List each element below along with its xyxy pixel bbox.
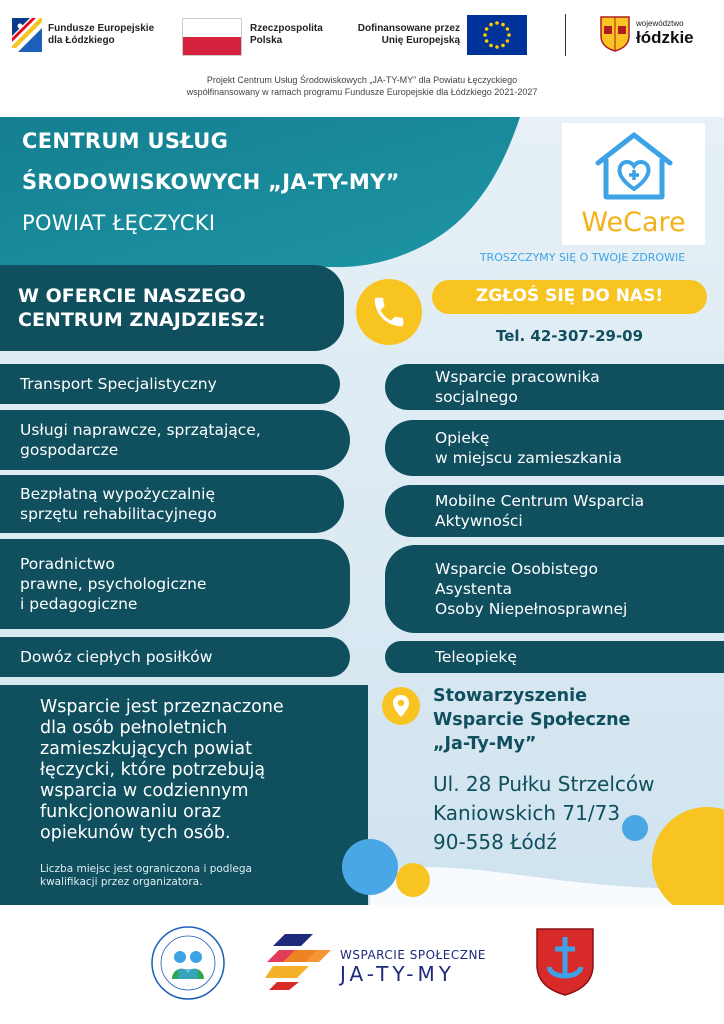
service-right-5-line1: Teleopiekę bbox=[435, 648, 517, 666]
service-right-2-line1: Opiekę bbox=[435, 429, 490, 447]
phone-icon bbox=[370, 293, 408, 331]
service-left-4-line2: prawne, psychologiczne bbox=[20, 575, 207, 593]
wecare-tagline: TROSZCZYMY SIĘ O TWOJE ZDROWIE bbox=[479, 251, 686, 264]
service-left-4-line3: i pedagogiczne bbox=[20, 595, 138, 613]
service-right-1-line2: socjalnego bbox=[435, 388, 518, 406]
info-line6: funkcjonowaniu oraz bbox=[40, 802, 221, 822]
service-right-4-line3: Osoby Niepełnosprawnej bbox=[435, 600, 628, 618]
title-line2: ŚRODOWISKOWYCH „JA-TY-MY” bbox=[22, 170, 400, 194]
wecare-logo-text: WeCare bbox=[581, 207, 686, 238]
service-right-4-line2: Asystenta bbox=[435, 580, 512, 598]
decor-circle-yellow-small bbox=[396, 863, 430, 897]
service-right-4 bbox=[385, 545, 724, 633]
service-left-5-line1: Dowóz ciepłych posiłków bbox=[20, 648, 213, 666]
centrum-pomocy-logo bbox=[150, 925, 226, 1001]
fe-label-line2: dla Łódzkiego bbox=[48, 35, 115, 46]
service-right-4-line1: Wsparcie Osobistego bbox=[435, 560, 598, 578]
service-left-2 bbox=[0, 410, 350, 470]
service-left-3-line1: Bezpłatną wypożyczalnię bbox=[20, 485, 215, 503]
info-line5: wsparcia w codziennym bbox=[40, 781, 249, 801]
org-line1: Stowarzyszenie bbox=[433, 686, 587, 706]
info-line1: Wsparcie jest przeznaczone bbox=[40, 697, 284, 717]
rp-label bbox=[250, 23, 323, 47]
lodzkie-coat-of-arms-icon bbox=[600, 16, 630, 52]
fundusze-europejskie-logo bbox=[12, 18, 42, 52]
info-note bbox=[40, 863, 360, 889]
service-right-2 bbox=[385, 420, 724, 476]
org-line3: „Ja-Ty-My” bbox=[433, 734, 537, 754]
service-left-3-line2: sprzętu rehabilitacyjnego bbox=[20, 505, 217, 523]
fe-label-line1: Fundusze Europejskie bbox=[48, 23, 155, 34]
polish-flag-icon bbox=[182, 18, 242, 56]
phone-number: Tel. 42-307-29-09 bbox=[495, 327, 644, 345]
eu-flag-icon bbox=[467, 15, 527, 55]
ja-ty-my-logo-mark bbox=[265, 932, 335, 992]
service-left-5 bbox=[0, 637, 350, 677]
info-line7: opiekunów tych osób. bbox=[40, 823, 231, 843]
offer-heading bbox=[0, 265, 344, 351]
service-left-2-line1: Usługi naprawcze, sprzątające, bbox=[20, 421, 261, 439]
service-left-1-line1: Transport Specjalistyczny bbox=[20, 375, 217, 393]
main-panel bbox=[0, 117, 724, 905]
info-note-line2: kwalifikacji przez organizatora. bbox=[40, 876, 203, 888]
service-right-3-line1: Mobilne Centrum Wsparcia bbox=[435, 492, 645, 510]
cta-text: ZGŁOŚ SIĘ DO NAS! bbox=[475, 286, 664, 306]
service-right-2-line2: w miejscu zamieszkania bbox=[435, 449, 622, 467]
location-pin-icon bbox=[391, 694, 411, 718]
eu-label-line2: Unię Europejską bbox=[381, 35, 460, 46]
fe-label bbox=[48, 23, 154, 47]
service-right-3-line2: Aktywności bbox=[435, 512, 523, 530]
title-line3: POWIAT ŁĘCZYCKI bbox=[22, 211, 216, 235]
rp-label-line1: Rzeczpospolita bbox=[250, 23, 323, 34]
service-right-1-line1: Wsparcie pracownika bbox=[435, 368, 600, 386]
service-left-4 bbox=[0, 539, 350, 629]
project-description bbox=[0, 74, 724, 98]
service-right-3 bbox=[385, 485, 724, 537]
organization-address bbox=[433, 770, 655, 857]
region-big-label: łódzkie bbox=[636, 28, 694, 47]
ja-ty-my-brand-top: WSPARCIE SPOŁECZNE bbox=[340, 948, 486, 962]
header-logos bbox=[0, 0, 724, 70]
title-line1: CENTRUM USŁUG bbox=[22, 129, 229, 153]
service-left-4-line1: Poradnictwo bbox=[20, 555, 115, 573]
ja-ty-my-brand-bottom: JA-TY-MY bbox=[340, 962, 455, 986]
info-line4: łęczycki, które potrzebują bbox=[40, 760, 266, 780]
address-street-line2: Kaniowskich 71/73 bbox=[433, 801, 621, 825]
rp-label-line2: Polska bbox=[250, 35, 283, 46]
info-note-line1: Liczba miejsc jest ograniczona i podlega bbox=[40, 863, 252, 875]
wecare-logo-card bbox=[562, 123, 705, 245]
org-line2: Wsparcie Społeczne bbox=[433, 710, 631, 730]
service-left-1 bbox=[0, 364, 340, 404]
service-left-3 bbox=[0, 475, 344, 533]
info-line2: dla osób pełnoletnich bbox=[40, 718, 228, 738]
leczyca-coat-of-arms-icon bbox=[535, 927, 595, 997]
eu-label bbox=[345, 23, 460, 47]
service-right-5 bbox=[385, 641, 724, 673]
service-left-2-line2: gospodarcze bbox=[20, 441, 119, 459]
offer-heading-line1: W OFERCIE NASZEGO bbox=[18, 285, 246, 307]
address-street-line1: Ul. 28 Pułku Strzelców bbox=[433, 772, 655, 796]
header-divider bbox=[565, 14, 566, 56]
decor-circle-blue-small bbox=[342, 839, 398, 895]
region-small-label: województwo bbox=[636, 19, 684, 28]
offer-heading-line2: CENTRUM ZNAJDZIESZ: bbox=[18, 309, 266, 331]
organization-name bbox=[433, 684, 630, 756]
eu-label-line1: Dofinansowane przez bbox=[357, 23, 460, 34]
info-text bbox=[40, 697, 360, 844]
project-line2: współfinansowany w ramach programu Fundusze Europejskie dla Łódzkiego 2021-2027 bbox=[186, 87, 538, 97]
address-city: 90-558 Łódź bbox=[433, 830, 557, 854]
project-line1: Projekt Centrum Usług Środowiskowych „JA-TY-MY” dla Powiatu Łęczyckiego bbox=[206, 75, 518, 85]
info-line3: zamieszkujących powiat bbox=[40, 739, 252, 759]
house-heart-icon bbox=[592, 129, 676, 203]
service-right-1 bbox=[385, 364, 724, 410]
